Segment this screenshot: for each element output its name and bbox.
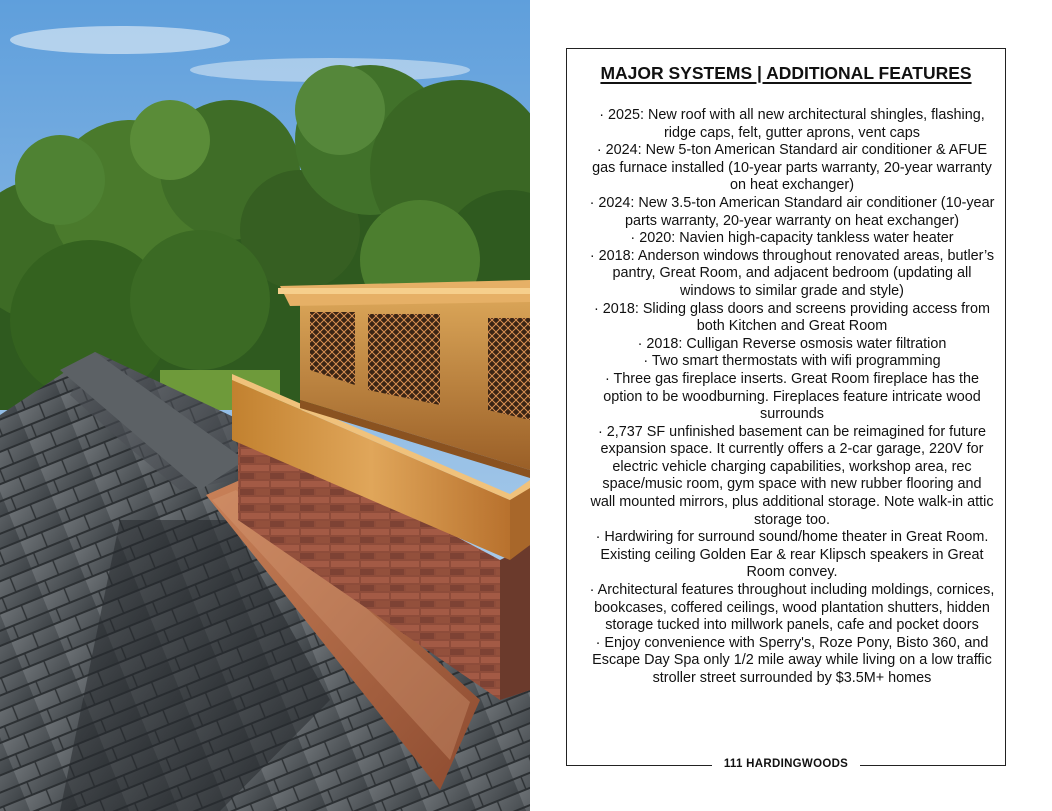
feature-ac-3-5-ton: · 2024: New 3.5-ton American Standard air conditioner (10-year parts warranty, 20-year warranty on heat exchanger) (589, 194, 995, 229)
feature-roof: · 2025: New roof with all new architectural shingles, flashing, ridge caps, felt, gutter aprons, vent caps (599, 107, 985, 141)
feature-water-heater: · 2020: Navien high-capacity tankless water heater (630, 230, 954, 247)
feature-sliding-doors: · 2018: Sliding glass doors and screens providing access from both Kitchen and Great Room (594, 300, 990, 335)
features-list (589, 107, 995, 688)
feature-basement: · 2,737 SF unfinished basement can be reimagined for future expansion space. It currently offers a 2-car garage, 220V for electric vehicle charging capabilities, workshop area, rec space/music room, gym space with new rubber flooring and wall mounted mirrors, plus additional storage. Note walk-in attic storage too. (590, 423, 994, 528)
feature-ac-furnace: · 2024: New 5-ton American Standard air conditioner & AFUE gas furnace installed (10-year parts warranty, 20-year warranty on heat exchanger) (592, 142, 992, 194)
feature-water-filtration: · 2018: Culligan Reverse osmosis water filtration (637, 335, 947, 352)
feature-fireplaces: · Three gas fireplace inserts. Great Room fireplace has the option to be woodburning. Fireplaces feature intricate wood surrounds (603, 370, 981, 423)
feature-neighborhood: · Enjoy convenience with Sperry's, Roze Pony, Bisto 360, and Escape Day Spa only 1/2 mile away while living on a low traffic stroller street surrounded by $3.5M+ homes (592, 634, 992, 686)
feature-architectural: · Architectural features throughout including moldings, cornices, bookcases, coffered ceilings, wood plantation shutters, hidden storage tucked into millwork panels, cafe and pocket doors (589, 582, 995, 634)
features-panel (566, 48, 1006, 770)
feature-sound-system: · Hardwiring for surround sound/home theater in Great Room. Existing ceiling Golden Ear & rear Klipsch speakers in Great Room convey. (595, 529, 989, 581)
page-title: MAJOR SYSTEMS | ADDITIONAL FEATURES (600, 63, 972, 83)
footer-address: 111 HARDINGWOODS (712, 758, 860, 770)
feature-windows: · 2018: Anderson windows throughout renovated areas, butler’s pantry, Great Room, and adjacent bedroom (updating all windows to similar grade and style) (589, 247, 995, 299)
footer (567, 754, 1005, 772)
feature-thermostats: · Two smart thermostats with wifi programming (643, 353, 941, 370)
